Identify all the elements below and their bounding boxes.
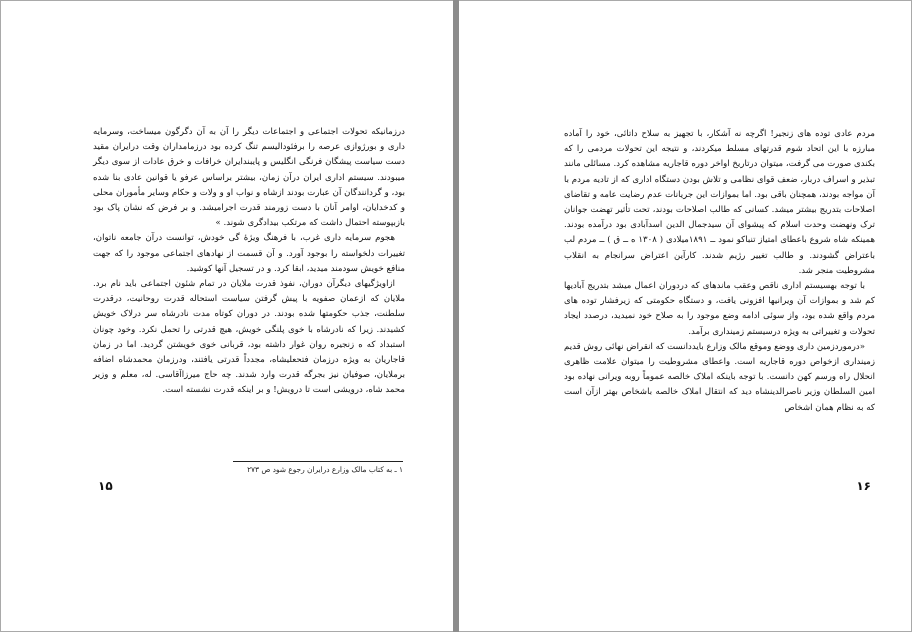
right-paragraph-3: «درموردزمین داری ووضع وموقع مالک وزارع بایددانست که انقراض نهائی روش قدیم زمینداری ازخواص دوره قاجاریه است. واعطای مشروطیت را میتوان علامت ظاهری انحلال راه ورسم کهن دانست. با توجه باینکه املاک خالصه عموماً روبه ویرانی نهاده بود امین السلطان وزیر ناصرالدینشاه دید که انتقال املاک خالصه باشخاص بهتر ازآن است که به نظام همان اشخاص [564, 341, 875, 413]
right-paragraph-1: مردم عادی توده های زنجیر! اگرچه نه آشکار، با تجهیز به سلاح داتائی، خود را آماده مبارزه با این اتحاد شوم قدرتهای مسلط میکردند، و نتیجه این تحولات مردمی را که بکندی صورت می گرفت، میتوان درتاریخ اواخر دوره قاجاریه مشاهده کرد. مسائلی مانند تبذیر و اسراف دربار، ضعف قوای نظامی و تلاش بودن دستگاه اداری که از تادیه مردم با آن مواجه بودند، همچنان باقی بود. اما بموازات این جریانات عدم رضایت عامه و تقاضای اصلاحات بتدریج بیشتر میشد. کسانی که طالب اصلاحات بودند، تحت تأثیر تهضت جوانان ترک ونهضت وحدت اسلام که پیشوای آن سیدجمال الدین اسدآبادی بود درآمده بودند. همینکه شاه شروع باعطای امتیاز تنباکو نمود ــ ۱۸۹۱میلادی ( ۱۳۰۸ ه ــ ق ) ــ مردم لب باعتراض گشودند. و طالب تغییر رژیم شدند. کارآین اعتراض سرانجام به انقلاب مشروطیت منجر شد. [564, 129, 876, 276]
left-paragraph-2: هجوم سرمایه داری غرب، با فرهنگ ویژۀ گی خودش، توانست درآن جامعه ناتوان، تغییرات دلخواسته را بوجود آورد. و آن قسمت از نهادهای اجتماعی موجود را که جهت منافع خویش سودمند میدید، ابقا کرد. و در تسجیل آنها کوشید. [93, 233, 405, 274]
left-paragraph-1: درزمانیکه تحولات اجتماعی و اجتماعات دیگر را آن به آن دگرگون میساخت، وسرمایه داری و بورژوازی عرصه را برفئودالیسم تنگ کرده بود درزمامداران وقت درایران مقید دست سیاست پیشگان فرنگی انگلیس و پایبندایران خرافات و خرق عادات از سوی دیگر میبودند. سیستم اداری ایران درآن زمان، بیشتر براساس عرفو یا قوانین عادی بنا شده بود، و گردانندگان آن عبارت بودند ازشاه و نواب او و ولات و حکام وسایر مأموران محلی و کدخدایان، اوامر آنان با دست زورمند قدرت اجرامیشد. و بر فرض که نشان پاک بود بازبپوسته احتمال داشت که مرتکب بیدادگری شوند. » [93, 127, 405, 229]
footnote-divider [233, 461, 403, 462]
right-page [459, 1, 911, 631]
right-page-text [564, 127, 875, 416]
left-page-number: ۱۵ [98, 479, 113, 493]
left-paragraph-3: ازاویژگیهای دیگرآن دوران، نفوذ قدرت ملایان در تمام شئون اجتماعی باید نام برد. ملایان که ازعمان صفویه با پیش گرفتن سیاست استحاله قدرت روحانیت، درقدرت سلطنت، جذب حکومتها شده بودند. در دوران کوتاه مدت نادرشاه سر درلاک خویش کشیدند. زیرا که نادرشاه با خوی پلنگی خویش، هیچ قدرتی را تحمل نکرد. وخود چونان استبداد که ه زنجیره روان غوار داشته بود، قربانی خوی خویشتن گردید. اما در زمان قاجاریان به ویژه درزمان فتحعلیشاه، مجدداً قدرتی یافتند، ودرزمان محمدشاه اضافه برملایان، صوفیان نیز بجرگه قدرت وارد شدند. چه حاج میرزاآقاسی. له، معلم و وزیر محمد شاه، درویشی است تا درویش! و بر اینکه قدرت نشسته است. [93, 279, 405, 396]
left-page [1, 1, 453, 631]
left-page-text [93, 125, 405, 399]
right-paragraph-2: با توجه بهسیستم اداری ناقص وعقب ماندهای که دردوران اعمال میشد بتدریج آبادیها کم شد و بموازات آن ویرانیها افزونی یافت، و دستگاه حکومتی که زیرفشار توده های مردم واقع شده بود، واز سوئی ادامه وضع موجود را به صلاح خود نمیدید، درصدد ایجاد تحولات و تغییراتی به ویژه درسیستم زمینداری برآمد. [564, 281, 875, 337]
right-page-number: ۱۶ [856, 479, 871, 493]
left-footnote: ۱ ـ به کتاب مالک وزارع درایران رجوع شود ص ۲۷۳ [247, 465, 403, 474]
